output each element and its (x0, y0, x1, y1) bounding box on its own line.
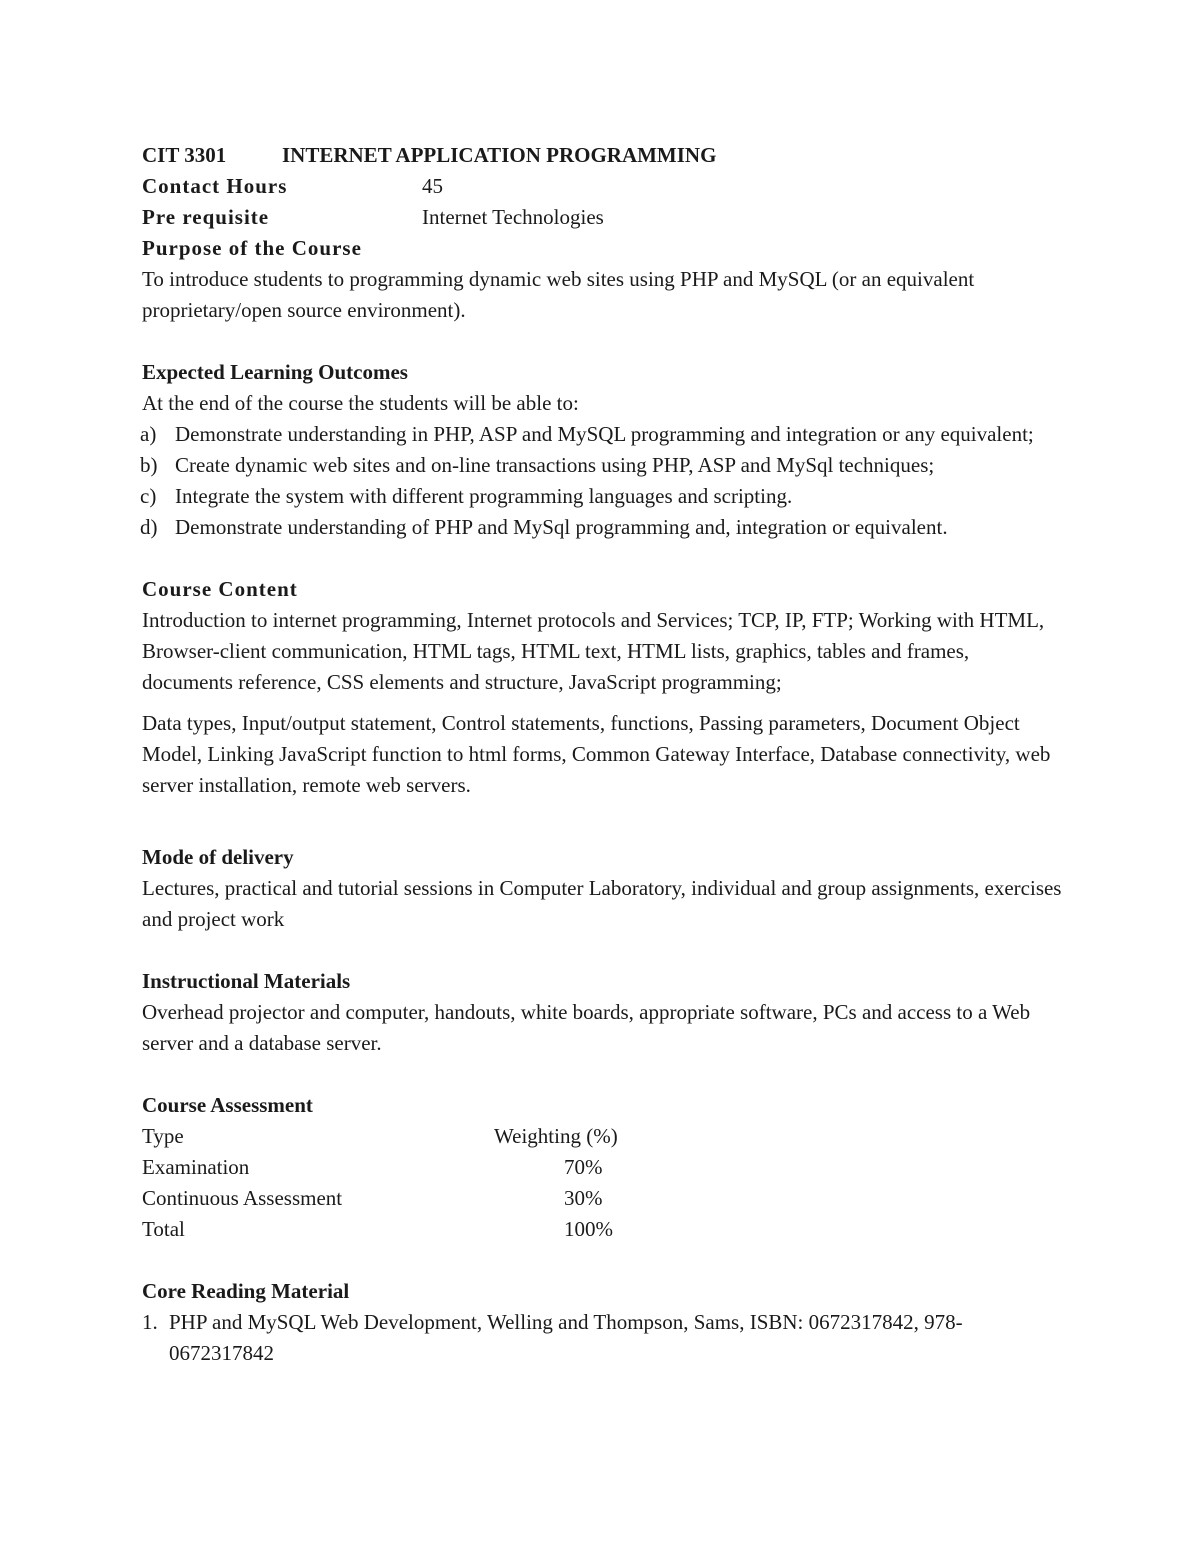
list-item-text: Demonstrate understanding of PHP and MySql programming and, integration or equivalent. (175, 515, 948, 539)
outcomes-heading: Expected Learning Outcomes (142, 360, 408, 384)
delivery-text: Lectures, practical and tutorial sessions in Computer Laboratory, individual and group assignments, exercises and project work (142, 876, 1062, 931)
table-row (142, 1152, 1062, 1183)
course-title: INTERNET APPLICATION PROGRAMMING (282, 143, 717, 167)
prerequisite-label: Pre requisite (142, 205, 270, 229)
table-row (142, 1214, 1062, 1245)
course-title-row (142, 140, 1062, 171)
course-code: CIT 3301 (142, 143, 227, 167)
materials-text: Overhead projector and computer, handouts, white boards, appropriate software, PCs and access to a Web server and a database server. (142, 1000, 1031, 1055)
purpose-text: To introduce students to programming dynamic web sites using PHP and MySQL (or an equivalent proprietary/open source environment). (142, 267, 975, 322)
outcomes-list (142, 419, 1062, 543)
delivery-heading: Mode of delivery (142, 845, 294, 869)
list-item-text: Create dynamic web sites and on-line transactions using PHP, ASP and MySql techniques; (175, 453, 935, 477)
assessment-table (142, 1121, 1062, 1245)
assessment-heading: Course Assessment (142, 1093, 313, 1117)
list-marker: d) (140, 515, 158, 539)
assessment-weight: 30% (564, 1186, 603, 1210)
assessment-type: Examination (142, 1155, 250, 1179)
course-document (142, 140, 1062, 1369)
assessment-weight: 100% (564, 1217, 613, 1241)
contact-hours-label: Contact Hours (142, 174, 288, 198)
list-marker: 1. (142, 1310, 158, 1334)
contact-hours-row (142, 171, 1062, 202)
content-paragraph-1: Introduction to internet programming, Internet protocols and Services; TCP, IP, FTP; Working with HTML, Browser-client communication, HTML tags, HTML text, HTML lists, graphics, tables and frames, documents reference, CSS elements and structure, JavaScript programming; (142, 608, 1045, 694)
list-marker: b) (140, 453, 158, 477)
list-item (142, 512, 1062, 543)
outcomes-intro: At the end of the course the students will be able to: (142, 391, 579, 415)
column-header-type: Type (142, 1124, 184, 1148)
materials-heading: Instructional Materials (142, 969, 351, 993)
list-item (142, 450, 1062, 481)
list-item-text: PHP and MySQL Web Development, Welling and Thompson, Sams, ISBN: 0672317842, 978-0672317842 (169, 1310, 963, 1365)
column-header-weighting: Weighting (%) (494, 1124, 618, 1148)
prerequisite-row (142, 202, 1062, 233)
table-header-row (142, 1121, 1062, 1152)
assessment-type: Total (142, 1217, 185, 1241)
reading-list (142, 1307, 1062, 1369)
contact-hours-value: 45 (422, 174, 443, 198)
purpose-heading: Purpose of the Course (142, 236, 362, 260)
assessment-weight: 70% (564, 1155, 603, 1179)
list-item (142, 1307, 1062, 1369)
list-item-text: Integrate the system with different programming languages and scripting. (175, 484, 793, 508)
reading-heading: Core Reading Material (142, 1279, 350, 1303)
content-paragraph-2: Data types, Input/output statement, Control statements, functions, Passing parameters, Document Object Model, Linking JavaScript function to html forms, Common Gateway Interface, Database connectivity, web server installation, remote web servers. (142, 711, 1051, 797)
assessment-type: Continuous Assessment (142, 1186, 343, 1210)
content-heading: Course Content (142, 577, 298, 601)
list-item (142, 481, 1062, 512)
list-item (142, 419, 1062, 450)
list-marker: a) (140, 422, 157, 446)
list-marker: c) (140, 484, 157, 508)
prerequisite-value: Internet Technologies (422, 205, 604, 229)
list-item-text: Demonstrate understanding in PHP, ASP and MySQL programming and integration or any equivalent; (175, 422, 1034, 446)
table-row (142, 1183, 1062, 1214)
